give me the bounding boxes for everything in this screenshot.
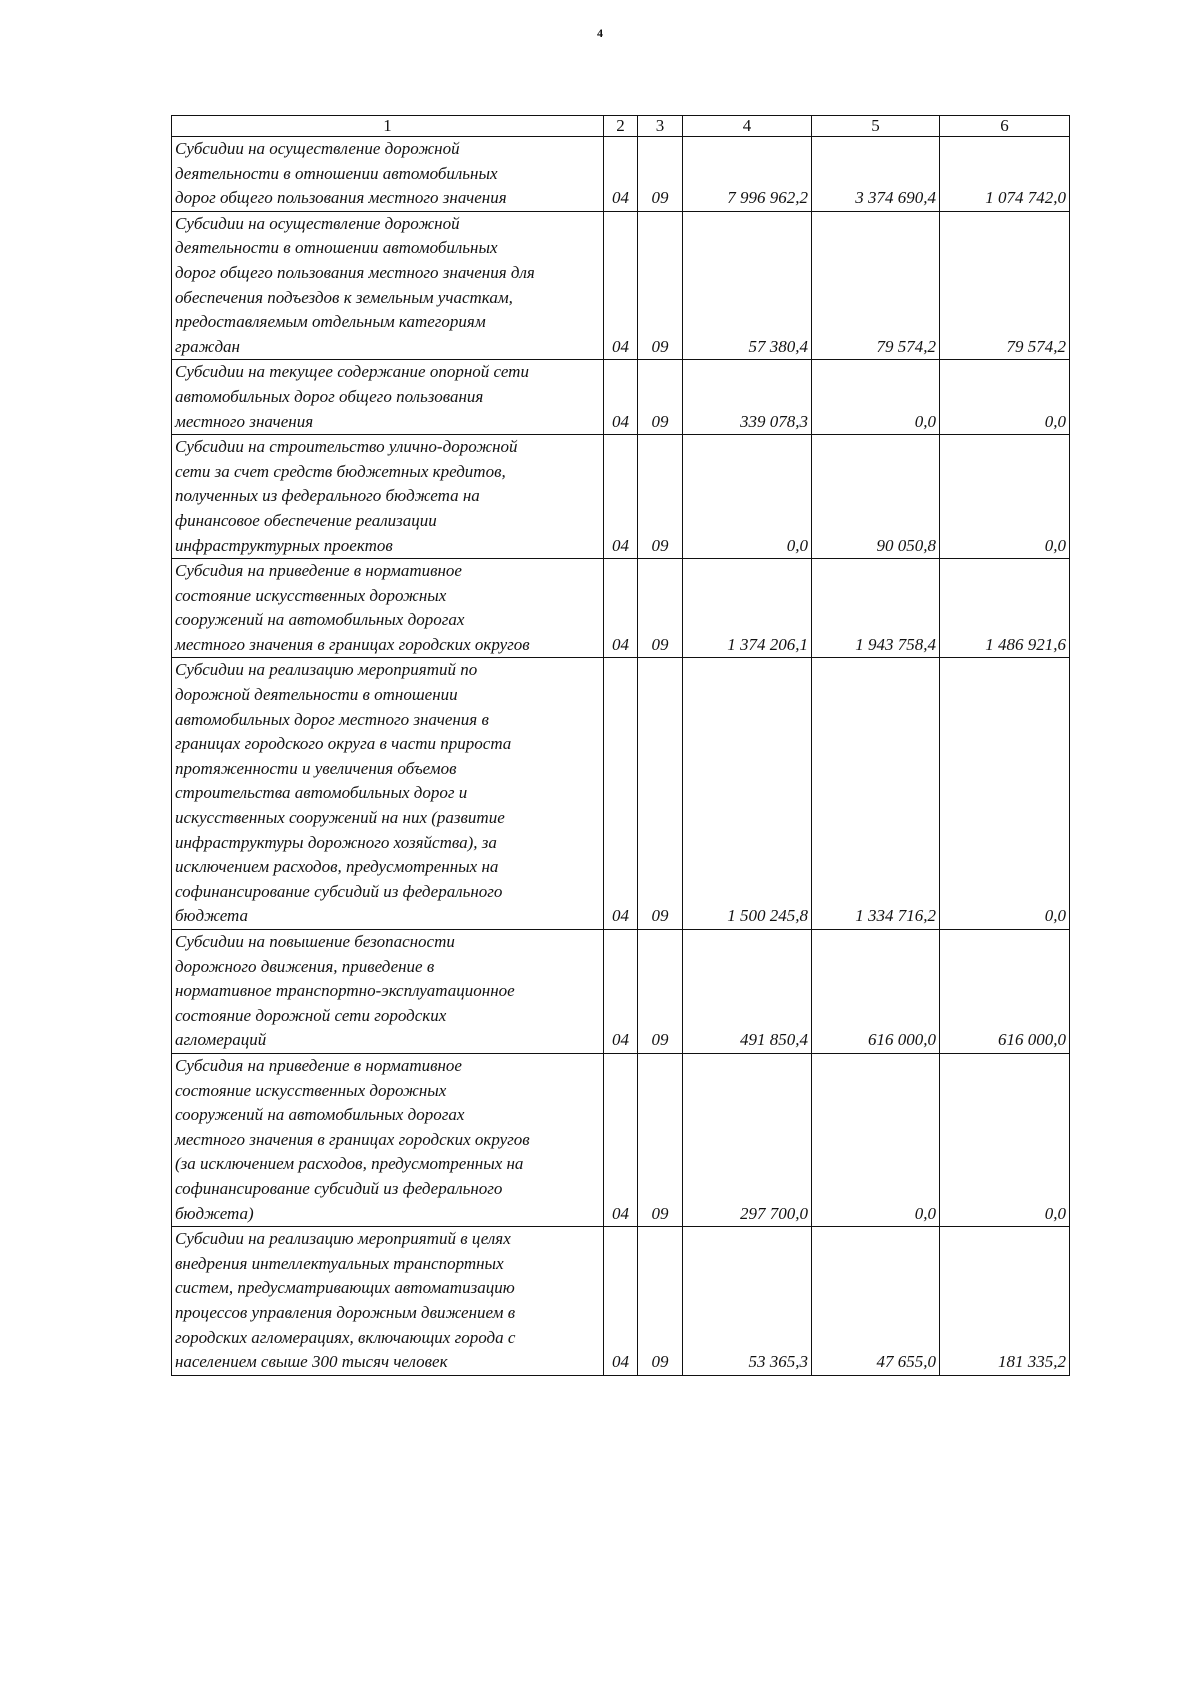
amount-col-6: 616 000,0 (940, 930, 1070, 1054)
amount-col-5: 1 334 716,2 (812, 658, 940, 930)
row-title-line: состояние дорожной сети городских (175, 1005, 447, 1025)
row-title-line: граждан (175, 336, 240, 356)
row-title-line: состояние искусственных дорожных (175, 585, 447, 605)
amount-col-5: 3 374 690,4 (812, 137, 940, 212)
row-title-line: обеспечения подъездов к земельным участкам, (175, 287, 513, 307)
row-title-line: дорожного движения, приведение в (175, 956, 435, 976)
amount-col-5: 90 050,8 (812, 435, 940, 559)
amount-col-6: 0,0 (940, 360, 1070, 435)
amount-col-5: 0,0 (812, 1053, 940, 1226)
budget-table (171, 115, 1070, 1376)
section-code: 04 (604, 137, 638, 212)
amount-col-6: 181 335,2 (940, 1227, 1070, 1376)
row-title (172, 930, 604, 1054)
amount-col-6: 0,0 (940, 435, 1070, 559)
row-title-line: предоставляемым отдельным категориям (175, 312, 486, 332)
column-header-5: 5 (812, 116, 940, 137)
column-header-2: 2 (604, 116, 638, 137)
table-row (172, 360, 1070, 435)
row-title-line: дорог общего пользования местного значения (175, 188, 507, 208)
row-title (172, 1227, 604, 1376)
amount-col-5: 1 943 758,4 (812, 559, 940, 658)
row-title-line: Субсидии на осуществление дорожной (175, 213, 460, 233)
row-title (172, 559, 604, 658)
column-header-1: 1 (172, 116, 604, 137)
amount-col-4: 1 374 206,1 (683, 559, 812, 658)
amount-col-5: 616 000,0 (812, 930, 940, 1054)
subsection-code: 09 (638, 559, 683, 658)
row-title-line: автомобильных дорог местного значения в (175, 709, 489, 729)
amount-col-6: 79 574,2 (940, 211, 1070, 360)
row-title-line: нормативное транспортно-эксплуатационное (175, 981, 515, 1001)
section-code: 04 (604, 930, 638, 1054)
amount-col-5: 0,0 (812, 360, 940, 435)
row-title (172, 435, 604, 559)
subsection-code: 09 (638, 360, 683, 435)
row-title-line: протяженности и увеличения объемов (175, 758, 457, 778)
row-title-line: исключением расходов, предусмотренных на (175, 857, 499, 877)
row-title-line: процессов управления дорожным движением в (175, 1302, 516, 1322)
row-title-line: (за исключением расходов, предусмотренных на (175, 1154, 524, 1174)
subsection-code: 09 (638, 211, 683, 360)
row-title-line: дорог общего пользования местного значения для (175, 262, 535, 282)
row-title-line: внедрения интеллектуальных транспортных (175, 1253, 504, 1273)
subsection-code: 09 (638, 1227, 683, 1376)
amount-col-6: 0,0 (940, 658, 1070, 930)
page-number: 4 (597, 26, 603, 40)
row-title (172, 137, 604, 212)
row-title-line: Субсидии на осуществление дорожной (175, 139, 460, 158)
row-title-line: строительства автомобильных дорог и (175, 783, 468, 803)
row-title-line: софинансирование субсидий из федерального (175, 1178, 503, 1198)
subsection-code: 09 (638, 1053, 683, 1226)
row-title-line: автомобильных дорог общего пользования (175, 386, 484, 406)
row-title-line: агломераций (175, 1030, 267, 1050)
subsection-code: 09 (638, 435, 683, 559)
row-title-line: местного значения в границах городских округов (175, 1129, 530, 1149)
row-title (172, 360, 604, 435)
row-title-line: деятельности в отношении автомобильных (175, 163, 498, 183)
row-title-line: финансовое обеспечение реализации (175, 510, 437, 530)
row-title-line: деятельности в отношении автомобильных (175, 238, 498, 258)
row-title-line: инфраструктурных проектов (175, 535, 393, 555)
row-title-line: софинансирование субсидий из федерального (175, 881, 503, 901)
row-title-line: бюджета (175, 906, 249, 926)
amount-col-4: 7 996 962,2 (683, 137, 812, 212)
table-row (172, 658, 1070, 930)
row-title-line: бюджета) (175, 1203, 254, 1223)
row-title-line: городских агломерациях, включающих города с (175, 1327, 516, 1347)
row-title-line: Субсидии на реализацию мероприятий в целях (175, 1229, 511, 1249)
table-row (172, 1227, 1070, 1376)
section-code: 04 (604, 435, 638, 559)
row-title-line: Субсидия на приведение в нормативное (175, 561, 462, 581)
row-title (172, 1053, 604, 1226)
subsection-code: 09 (638, 658, 683, 930)
row-title-line: дорожной деятельности в отношении (175, 685, 458, 705)
table-row (172, 559, 1070, 658)
table-row (172, 211, 1070, 360)
section-code: 04 (604, 658, 638, 930)
amount-col-4: 339 078,3 (683, 360, 812, 435)
amount-col-5: 47 655,0 (812, 1227, 940, 1376)
column-header-6: 6 (940, 116, 1070, 137)
row-title-line: инфраструктуры дорожного хозяйства), за (175, 832, 497, 852)
row-title (172, 658, 604, 930)
amount-col-6: 1 486 921,6 (940, 559, 1070, 658)
section-code: 04 (604, 559, 638, 658)
section-code: 04 (604, 1227, 638, 1376)
section-code: 04 (604, 1053, 638, 1226)
table-row (172, 435, 1070, 559)
amount-col-6: 1 074 742,0 (940, 137, 1070, 212)
row-title-line: Субсидии на реализацию мероприятий по (175, 660, 478, 680)
amount-col-4: 1 500 245,8 (683, 658, 812, 930)
amount-col-4: 57 380,4 (683, 211, 812, 360)
subsection-code: 09 (638, 930, 683, 1054)
row-title-line: границах городского округа в части прироста (175, 734, 512, 754)
row-title-line: сооружений на автомобильных дорогах (175, 610, 465, 630)
row-title-line: местного значения в границах городских округов (175, 634, 530, 654)
section-code: 04 (604, 211, 638, 360)
amount-col-4: 53 365,3 (683, 1227, 812, 1376)
amount-col-4: 297 700,0 (683, 1053, 812, 1226)
row-title-line: Субсидии на повышение безопасности (175, 932, 455, 951)
row-title-line: Субсидии на строительство улично-дорожной (175, 437, 518, 457)
row-title-line: искусственных сооружений на них (развитие (175, 808, 505, 828)
amount-col-4: 0,0 (683, 435, 812, 559)
table-body (172, 137, 1070, 1376)
column-number-row (172, 116, 1070, 137)
row-title-line: состояние искусственных дорожных (175, 1080, 447, 1100)
column-header-4: 4 (683, 116, 812, 137)
row-title-line: сети за счет средств бюджетных кредитов, (175, 461, 506, 481)
row-title-line: местного значения (175, 411, 314, 431)
amount-col-6: 0,0 (940, 1053, 1070, 1226)
row-title-line: Субсидия на приведение в нормативное (175, 1055, 462, 1075)
row-title-line: полученных из федерального бюджета на (175, 486, 480, 506)
column-header-3: 3 (638, 116, 683, 137)
row-title-line: Субсидии на текущее содержание опорной сети (175, 362, 529, 382)
row-title-line: систем, предусматривающих автоматизацию (175, 1278, 515, 1298)
row-title-line: населением свыше 300 тысяч человек (175, 1352, 448, 1372)
table-row (172, 1053, 1070, 1226)
table-row (172, 930, 1070, 1054)
amount-col-4: 491 850,4 (683, 930, 812, 1054)
amount-col-5: 79 574,2 (812, 211, 940, 360)
row-title-line: сооружений на автомобильных дорогах (175, 1105, 465, 1125)
subsection-code: 09 (638, 137, 683, 212)
row-title (172, 211, 604, 360)
table-row (172, 137, 1070, 212)
section-code: 04 (604, 360, 638, 435)
